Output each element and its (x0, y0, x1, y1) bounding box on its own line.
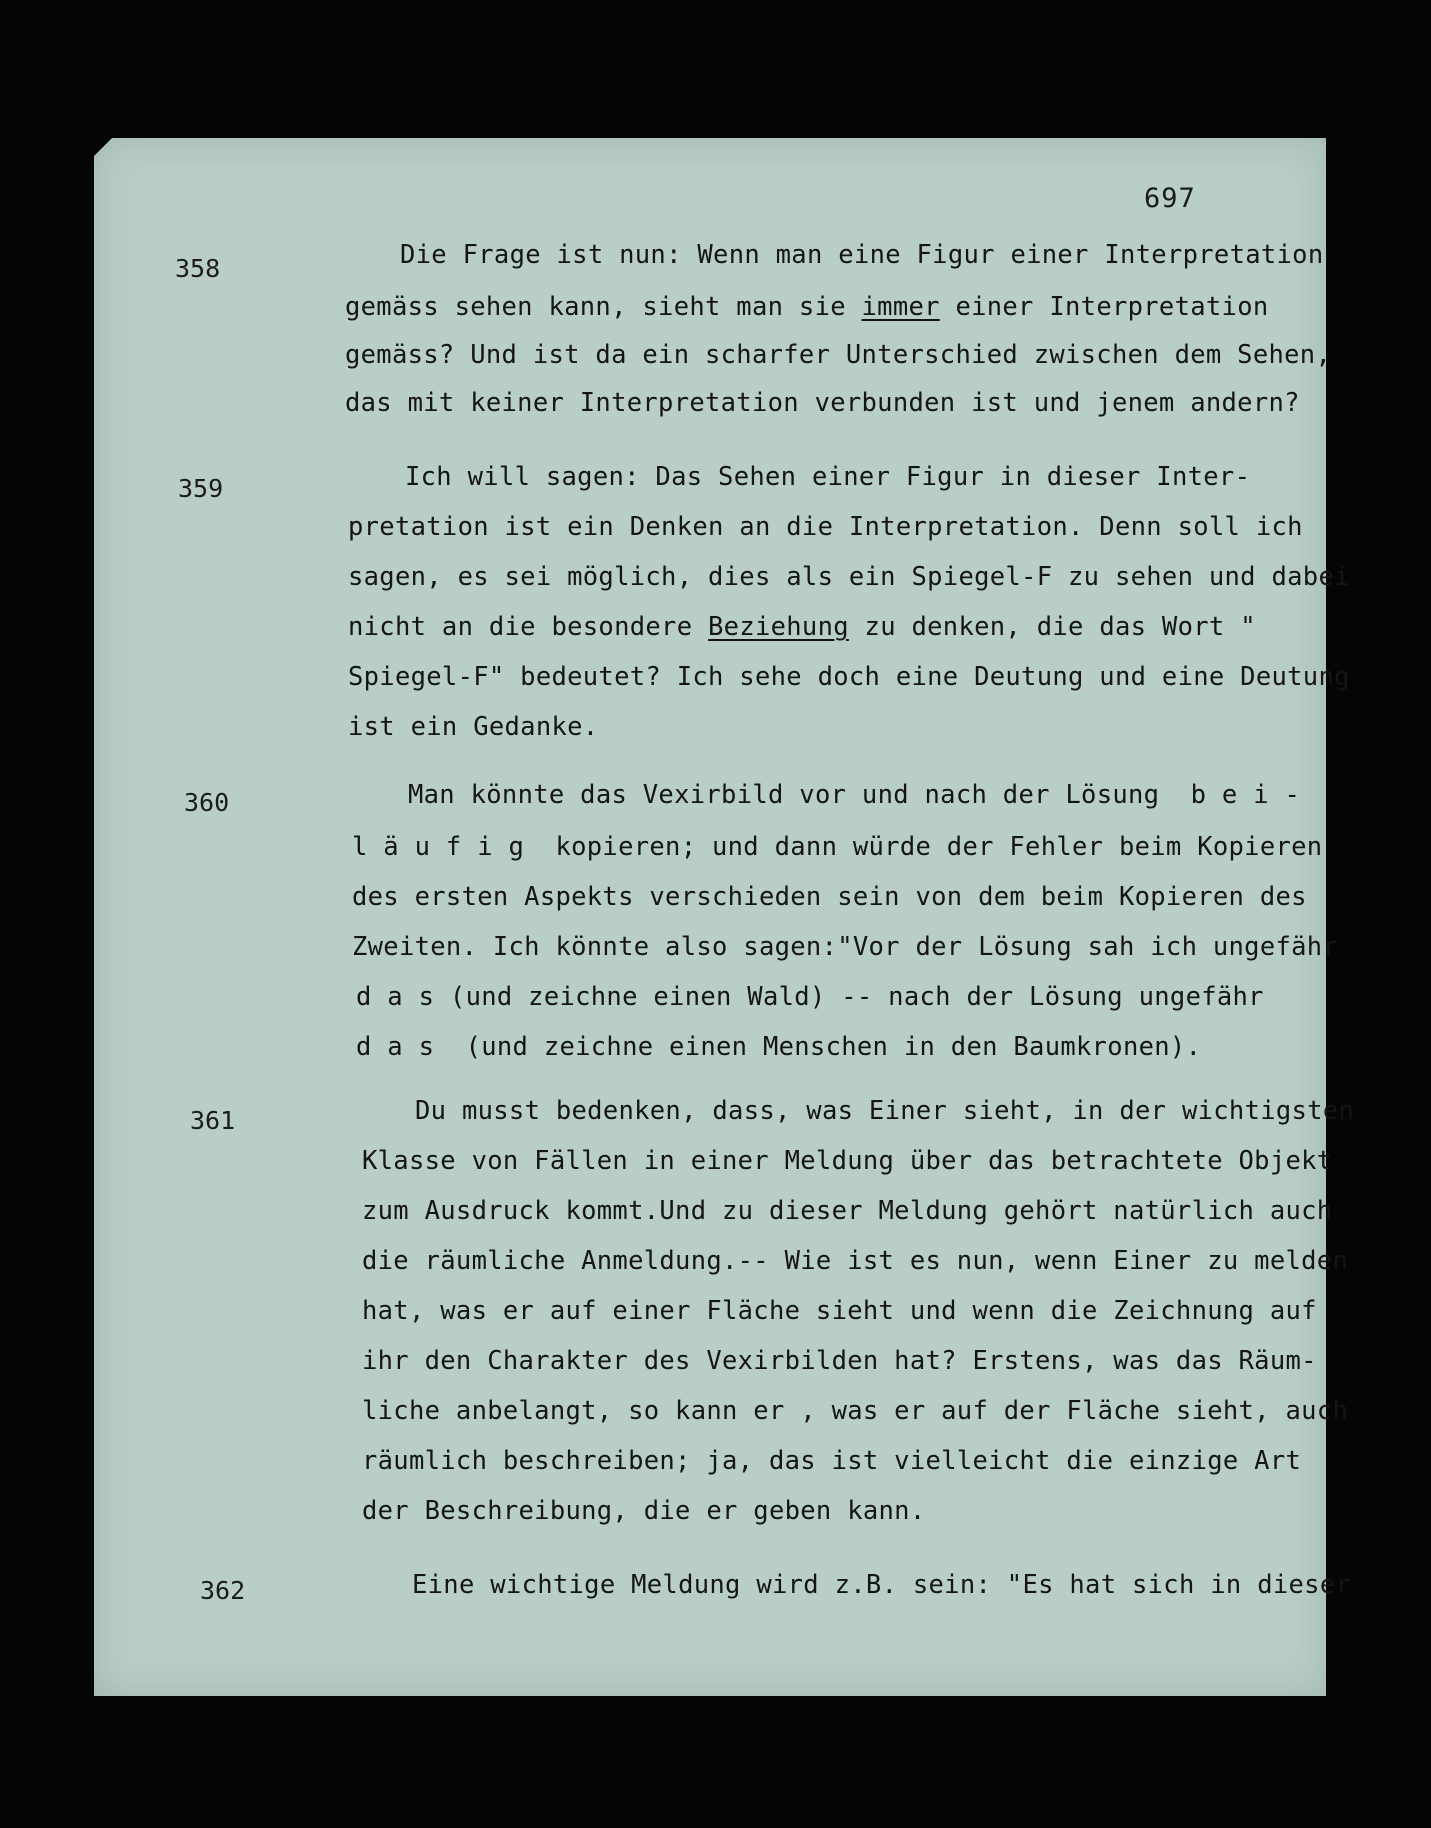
p361-line-8: räumlich beschreiben; ja, das ist vielleicht die einzige Art (362, 1446, 1302, 1476)
p361-line-4: die räumliche Anmeldung.-- Wie ist es nun, wenn Einer zu melden (362, 1246, 1349, 1276)
p359-line-5: Spiegel-F" bedeutet? Ich sehe doch eine Deutung und eine Deutung (348, 662, 1350, 692)
paragraph-number-362: 362 (200, 1576, 246, 1605)
p362-line-1: Eine wichtige Meldung wird z.B. sein: "Es hat sich in dieser (412, 1570, 1352, 1600)
p359-line-2: pretation ist ein Denken an die Interpretation. Denn soll ich (348, 512, 1303, 542)
p360-line-2: l ä u f i g kopieren; und dann würde der Fehler beim Kopieren (352, 832, 1323, 862)
p358-line-1: Die Frage ist nun: Wenn man eine Figur einer Interpretation (400, 240, 1324, 270)
p361-line-2: Klasse von Fällen in einer Meldung über das betrachtete Objekt (362, 1146, 1333, 1176)
p359-line-3: sagen, es sei möglich, dies als ein Spiegel-F zu sehen und dabei (348, 562, 1350, 592)
p361-line-5: hat, was er auf einer Fläche sieht und wenn die Zeichnung auf (362, 1296, 1317, 1326)
p358-line-4: das mit keiner Interpretation verbunden ist und jenem andern? (345, 388, 1300, 418)
underlined-word-beziehung: Beziehung (708, 612, 849, 642)
p359-line-4: nicht an die besondere Beziehung zu denken, die das Wort " (348, 612, 1256, 642)
p359-line-6: ist ein Gedanke. (348, 712, 599, 742)
p361-line-1: Du musst bedenken, dass, was Einer sieht, in der wichtigsten (415, 1096, 1355, 1126)
paragraph-number-358: 358 (175, 254, 221, 283)
page-number: 697 (1144, 183, 1196, 214)
p361-line-3: zum Ausdruck kommt.Und zu dieser Meldung gehört natürlich auch (362, 1196, 1333, 1226)
p360-line-6: d a s (und zeichne einen Menschen in den Baumkronen). (356, 1032, 1202, 1062)
paragraph-number-361: 361 (190, 1106, 236, 1135)
p358-line-2: gemäss sehen kann, sieht man sie immer einer Interpretation (345, 292, 1269, 322)
p360-line-4: Zweiten. Ich könnte also sagen:"Vor der Lösung sah ich ungefähr (352, 932, 1339, 962)
p360-line-3: des ersten Aspekts verschieden sein von dem beim Kopieren des (352, 882, 1307, 912)
p361-line-6: ihr den Charakter des Vexirbilden hat? Erstens, was das Räum- (362, 1346, 1317, 1376)
underlined-word-immer: immer (861, 292, 940, 322)
p360-line-5: d a s (und zeichne einen Wald) -- nach der Lösung ungefähr (356, 982, 1264, 1012)
p358-line-3: gemäss? Und ist da ein scharfer Unterschied zwischen dem Sehen, (345, 340, 1332, 370)
p361-line-9: der Beschreibung, die er geben kann. (362, 1496, 926, 1526)
paragraph-number-360: 360 (184, 788, 230, 817)
page-corner (94, 138, 112, 156)
paragraph-number-359: 359 (178, 474, 224, 503)
p359-line-1: Ich will sagen: Das Sehen einer Figur in dieser Inter- (405, 462, 1251, 492)
p360-line-1: Man könnte das Vexirbild vor und nach der Lösung b e i - (408, 780, 1301, 810)
p361-line-7: liche anbelangt, so kann er , was er auf der Fläche sieht, auch (362, 1396, 1349, 1426)
